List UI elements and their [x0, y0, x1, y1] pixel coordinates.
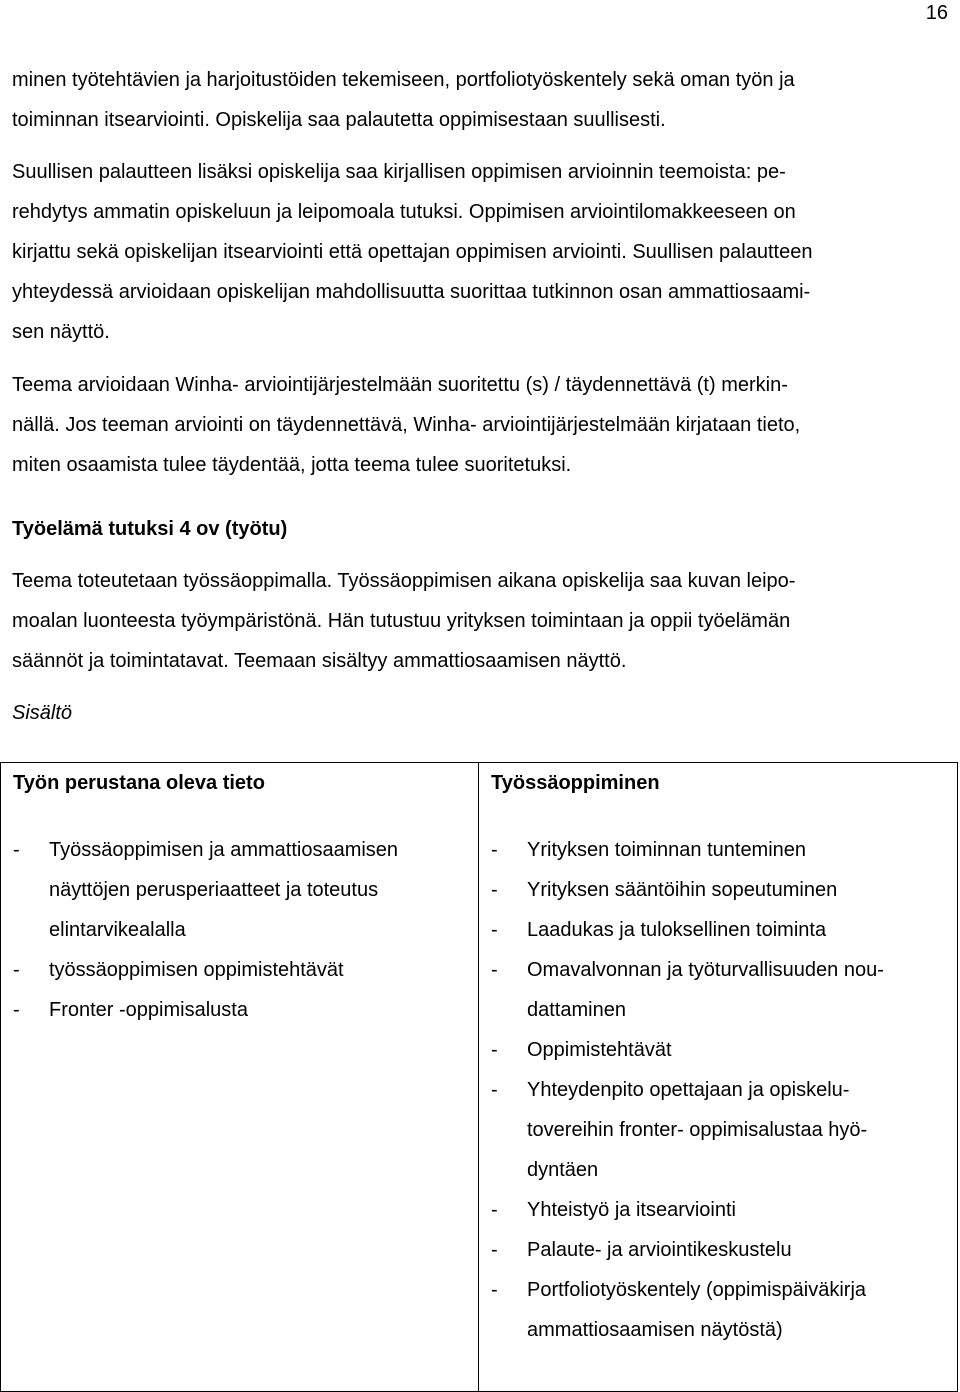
paragraph-line: miten osaamista tulee täydentää, jotta teema tulee suoritetuksi. [12, 454, 572, 476]
section-heading: Työelämä tutuksi 4 ov (työtu) [12, 518, 288, 540]
paragraph-line: moalan luonteesta työympäristönä. Hän tutustuu yrityksen toimintaan ja oppii työelämän [12, 610, 791, 632]
list-item-line: ammattiosaamisen näytöstä) [527, 1319, 783, 1341]
list-item-line: työssäoppimisen oppimistehtävät [49, 959, 344, 981]
list-item-text [527, 1070, 867, 1190]
list-item [491, 830, 884, 870]
list-item-line: Yhteydenpito opettajaan ja opiskelu- [527, 1079, 850, 1101]
list-item-line: tovereihin fronter- oppimisalustaa hyö- [527, 1119, 868, 1141]
list-bullet: - [491, 959, 498, 981]
page-number: 16 [925, 2, 948, 24]
paragraph-line: Teema toteutetaan työssäoppimalla. Työssäoppimisen aikana opiskelija saa kuvan leipo- [12, 570, 796, 592]
paragraph-line: nällä. Jos teeman arviointi on täydennettävä, Winha- arviointijärjestelmään kirjataan tieto, [12, 414, 801, 436]
list-item-line: Omavalvonnan ja työturvallisuuden nou- [527, 959, 884, 981]
list-item-line: Portfoliotyöskentely (oppimispäiväkirja [527, 1279, 867, 1301]
list-item-line: Laadukas ja tuloksellinen toiminta [527, 919, 827, 941]
list-item [491, 870, 884, 910]
list-item [491, 1270, 884, 1350]
paragraph-line: minen työtehtävien ja harjoitustöiden tekemiseen, portfoliotyöskentely sekä oman työn ja [12, 69, 795, 91]
list-item-text [527, 830, 806, 870]
list-item [491, 1230, 884, 1270]
list-item-line: Yrityksen toiminnan tunteminen [527, 839, 807, 861]
list-item-line: näyttöjen perusperiaatteet ja toteutus [49, 879, 379, 901]
list-item-line: Yhteistyö ja itsearviointi [527, 1199, 736, 1221]
right-item-list [491, 830, 884, 1350]
list-bullet: - [491, 1239, 498, 1261]
list-item-text [527, 870, 837, 910]
list-item [491, 1070, 884, 1190]
list-item-line: dyntäen [527, 1159, 599, 1181]
list-item-line: Fronter -oppimisalusta [49, 999, 248, 1021]
list-item-text [527, 1230, 792, 1270]
paragraph-line: toiminnan itsearviointi. Opiskelija saa palautetta oppimisestaan suullisesti. [12, 109, 666, 131]
list-bullet: - [13, 959, 20, 981]
list-item [491, 910, 884, 950]
content-table [0, 762, 958, 1392]
list-bullet: - [491, 1039, 498, 1061]
list-item [491, 950, 884, 1030]
list-item-line: Työssäoppimisen ja ammattiosaamisen [49, 839, 399, 861]
list-bullet: - [491, 839, 498, 861]
list-bullet: - [491, 1199, 498, 1221]
paragraph-line: Teema arvioidaan Winha- arviointijärjestelmään suoritettu (s) / täydennettävä (t) merkin- [12, 374, 788, 396]
column-divider [478, 763, 479, 1391]
paragraph-line: yhteydessä arvioidaan opiskelijan mahdollisuutta suorittaa tutkinnon osan ammattiosaami- [12, 281, 811, 303]
list-item [13, 990, 398, 1030]
list-item-text [527, 910, 826, 950]
paragraph-line: sen näyttö. [12, 321, 110, 343]
list-item-text [49, 830, 398, 950]
list-bullet: - [491, 1279, 498, 1301]
right-column [491, 763, 884, 1350]
paragraph-line: säännöt ja toimintatavat. Teemaan sisältyy ammattiosaamisen näyttö. [12, 650, 627, 672]
list-item-line: Palaute- ja arviointikeskustelu [527, 1239, 792, 1261]
list-bullet: - [491, 1079, 498, 1101]
list-item-line: dattaminen [527, 999, 626, 1021]
right-column-header: Työssäoppiminen [491, 772, 660, 794]
list-item-line: Yrityksen sääntöihin sopeutuminen [527, 879, 838, 901]
list-item [13, 830, 398, 950]
list-item-text [527, 1030, 672, 1070]
paragraph-line: rehdytys ammatin opiskeluun ja leipomoala tutuksi. Oppimisen arviointilomakkeeseen on [12, 201, 796, 223]
list-item-line: elintarvikealalla [49, 919, 186, 941]
left-item-list [13, 830, 398, 1030]
list-item [491, 1030, 884, 1070]
paragraph-line: Suullisen palautteen lisäksi opiskelija saa kirjallisen oppimisen arvioinnin teemoista: pe- [12, 161, 786, 183]
left-column [13, 763, 398, 1030]
content-subheading: Sisältö [12, 702, 73, 724]
paragraph-line: kirjattu sekä opiskelijan itsearviointi että opettajan oppimisen arviointi. Suullisen palautteen [12, 241, 813, 263]
list-bullet: - [13, 999, 20, 1021]
list-item [13, 950, 398, 990]
list-bullet: - [13, 839, 20, 861]
list-bullet: - [491, 919, 498, 941]
left-column-header: Työn perustana oleva tieto [13, 772, 265, 794]
list-item-text [527, 950, 884, 1030]
list-item-text [49, 990, 248, 1030]
list-item-line: Oppimistehtävät [527, 1039, 672, 1061]
list-item-text [527, 1190, 736, 1230]
list-item [491, 1190, 884, 1230]
list-item-text [527, 1270, 866, 1350]
list-item-text [49, 950, 344, 990]
list-bullet: - [491, 879, 498, 901]
